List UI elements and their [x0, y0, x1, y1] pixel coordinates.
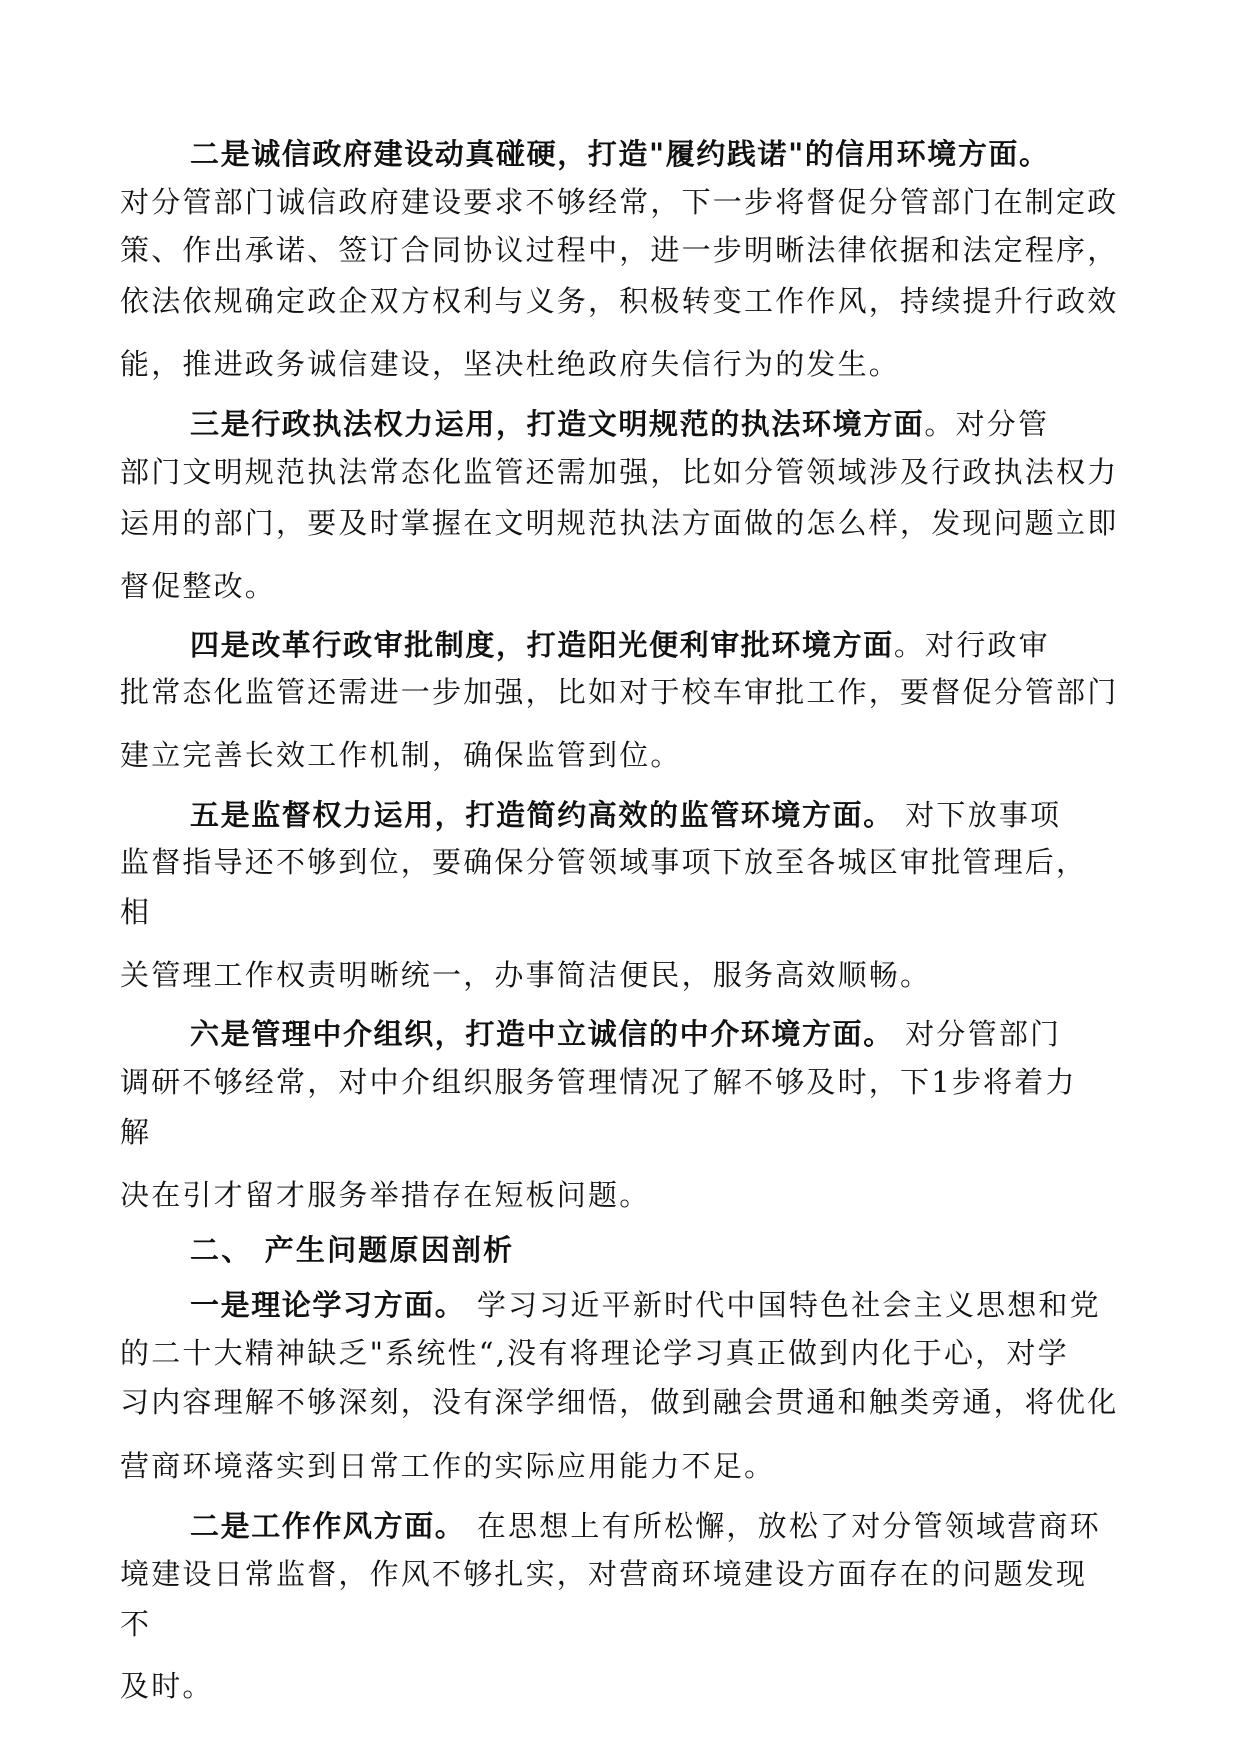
analysis-1-line: 的二十大精神缺乏"系统性“,没有将理论学习真正做到内化于心，对学 — [120, 1336, 1069, 1370]
analysis-1-line: 习内容理解不够深刻，没有深学细悟，做到融会贯通和触类旁通，将优化 — [120, 1385, 1119, 1419]
paragraph-5-line: 决在引才留才服务举措存在短板问题。 — [120, 1178, 651, 1212]
paragraph-2-first-line — [190, 404, 1049, 444]
analysis-1-first-rest: 学习习近平新时代中国特色社会主义思想和党 — [465, 1288, 1101, 1322]
paragraph-3-first-rest: 。对行政审 — [893, 628, 1050, 662]
paragraph-5-line: 调研不够经常，对中介组织服务管理情况了解不够及时，下1步将着力 — [120, 1065, 1077, 1099]
paragraph-5-first-line — [190, 1014, 1061, 1054]
paragraph-5-heading: 六是管理中介组织，打造中立诚信的中介环境方面。 — [190, 1017, 894, 1051]
paragraph-1-line: 策、作出承诺、签订合同协议过程中，进一步明晰法律依据和法定程序， — [120, 233, 1119, 267]
analysis-1-line: 营商环境落实到日常工作的实际应用能力不足。 — [120, 1449, 776, 1483]
analysis-2-heading: 二是工作作风方面。 — [190, 1509, 466, 1543]
paragraph-1-line: 对分管部门诚信政府建设要求不够经常，下一步将督促分管部门在制定政 — [120, 185, 1119, 219]
paragraph-3-line: 批常态化监管还需进一步加强，比如对于校车审批工作，要督促分管部门 — [120, 675, 1119, 709]
paragraph-4-heading: 五是监督权力运用，打造简约高效的监管环境方面。 — [190, 798, 894, 832]
paragraph-4-line: 监督指导还不够到位，要确保分管领域事项下放至各城区审批管理后， — [120, 845, 1088, 879]
paragraph-2-line: 部门文明规范执法常态化监管还需加强，比如分管领域涉及行政执法权力 — [120, 455, 1119, 489]
paragraph-2-first-rest: 。对分管 — [924, 407, 1050, 441]
analysis-2-line: 境建设日常监督，作风不够扎实，对营商环境建设方面存在的问题发现 — [120, 1557, 1088, 1591]
paragraph-5-line: 解 — [120, 1115, 152, 1149]
paragraph-5-first-rest: 对分管部门 — [893, 1017, 1062, 1051]
paragraph-4-line: 关管理工作权责明晰统一，办事简洁便民，服务高效顺畅。 — [120, 958, 932, 992]
paragraph-1-first-line — [190, 134, 1050, 174]
paragraph-2-heading: 三是行政执法权力运用，打造文明规范的执法环境方面 — [190, 407, 925, 441]
paragraph-3-heading: 四是改革行政审批制度，打造阳光便利审批环境方面 — [190, 628, 894, 662]
analysis-2-first-rest: 在思想上有所松懈，放松了对分管领域营商环 — [465, 1509, 1101, 1543]
paragraph-3-first-line — [190, 625, 1050, 665]
analysis-1-heading: 一是理论学习方面。 — [190, 1288, 466, 1322]
paragraph-4-first-rest: 对下放事项 — [893, 798, 1062, 832]
paragraph-4-line: 相 — [120, 895, 152, 929]
paragraph-2-line: 督促整改。 — [120, 569, 277, 603]
paragraph-4-first-line — [190, 795, 1061, 835]
paragraph-2-line: 运用的部门，要及时掌握在文明规范执法方面做的怎么样，发现问题立即 — [120, 506, 1119, 540]
analysis-2-line: 及时。 — [120, 1669, 214, 1703]
analysis-2-first-line — [190, 1506, 1101, 1546]
paragraph-1-line: 依法依规确定政企双方权利与义务，积极转变工作作风，持续提升行政效 — [120, 284, 1119, 318]
analysis-2-line: 不 — [120, 1607, 152, 1641]
paragraph-1-line: 能，推进政务诚信建设，坚决杜绝政府失信行为的发生。 — [120, 347, 901, 381]
paragraph-1-heading: 二是诚信政府建设动真碰硬，打造"履约践诺"的信用环境方面。 — [190, 137, 1050, 171]
section-heading: 二、 产生问题原因剖析 — [190, 1233, 515, 1267]
paragraph-3-line: 建立完善长效工作机制，确保监管到位。 — [120, 738, 682, 772]
analysis-1-first-line — [190, 1285, 1101, 1325]
